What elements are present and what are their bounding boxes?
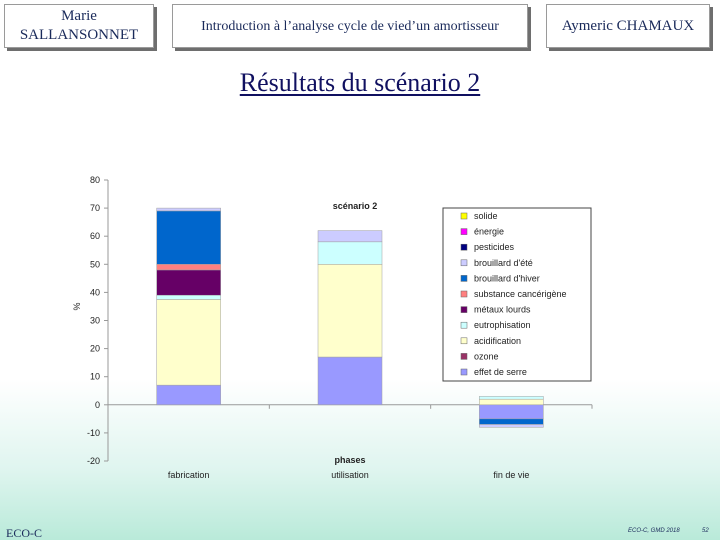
y-tick-label: 30 <box>89 315 100 326</box>
bar-segment <box>157 211 221 264</box>
legend-swatch <box>461 213 467 219</box>
bar-segment <box>157 264 221 270</box>
legend-label: énergie <box>474 226 505 237</box>
legend-label: ozone <box>474 351 499 362</box>
header-author-right-text: Aymeric CHAMAUX <box>561 17 695 34</box>
bar-segment <box>157 299 221 385</box>
header-presentation-title-text: Introduction à l’analyse cycle de vied’un amortisseur <box>201 18 499 34</box>
legend-swatch <box>461 260 467 266</box>
legend-label: substance cancérigène <box>474 289 567 299</box>
legend-swatch <box>461 369 467 375</box>
legend-label: eutrophisation <box>474 320 531 331</box>
legend-swatch <box>461 307 467 313</box>
bar-segment <box>318 357 382 405</box>
legend-label: brouillard d'hiver <box>474 273 540 284</box>
legend-label: brouillard d'été <box>474 257 533 268</box>
bar-segment <box>157 385 221 405</box>
header-author-left-text: Marie SALLANSONNET <box>19 8 139 43</box>
y-tick-label: 60 <box>89 231 100 242</box>
y-tick-label: 0 <box>94 399 100 410</box>
legend-swatch <box>461 353 467 359</box>
y-tick-label: 80 <box>89 175 100 185</box>
y-tick-label: 50 <box>89 259 100 270</box>
bar-segment <box>479 396 543 399</box>
y-tick-label: 70 <box>89 203 100 214</box>
bar-segment <box>157 270 221 295</box>
bar-segment <box>157 208 221 211</box>
x-category-label: utilisation <box>331 470 369 480</box>
footer-credit: ECO-C, GMD 2018 <box>628 528 680 534</box>
y-tick-label: 20 <box>89 343 100 354</box>
bar-segment <box>479 399 543 405</box>
legend-label: acidification <box>474 335 522 346</box>
x-category-label: fabrication <box>167 470 210 480</box>
legend-swatch <box>461 338 467 344</box>
bar-segment <box>479 424 543 427</box>
legend-swatch <box>461 244 467 250</box>
legend-label: pesticides <box>474 242 515 253</box>
legend-label: métaux lourds <box>474 304 531 315</box>
bar-segment <box>157 295 221 299</box>
y-tick-label: -20 <box>86 456 100 466</box>
bar-segment <box>318 231 382 242</box>
page-number: 52 <box>702 528 709 534</box>
x-category-label: fin de vie <box>493 470 530 480</box>
chart-title: scénario 2 <box>332 201 378 211</box>
bar-segment <box>318 242 382 264</box>
footer-left-label: ECO-C <box>6 526 42 540</box>
bar-segment <box>479 419 543 425</box>
slide-title: Résultats du scénario 2 <box>239 68 481 97</box>
bar-segment <box>318 264 382 357</box>
legend-label: solide <box>474 211 498 221</box>
x-axis-title: phases <box>334 455 366 465</box>
y-tick-label: -10 <box>86 427 100 438</box>
legend-label: effet de serre <box>474 367 527 377</box>
legend-swatch <box>461 229 467 235</box>
legend-swatch <box>461 322 467 328</box>
legend-swatch <box>461 291 467 297</box>
legend-swatch <box>461 275 467 281</box>
y-tick-label: 10 <box>89 371 100 382</box>
y-axis-label: % <box>72 302 82 311</box>
bar-segment <box>479 405 543 419</box>
y-tick-label: 40 <box>89 287 100 298</box>
